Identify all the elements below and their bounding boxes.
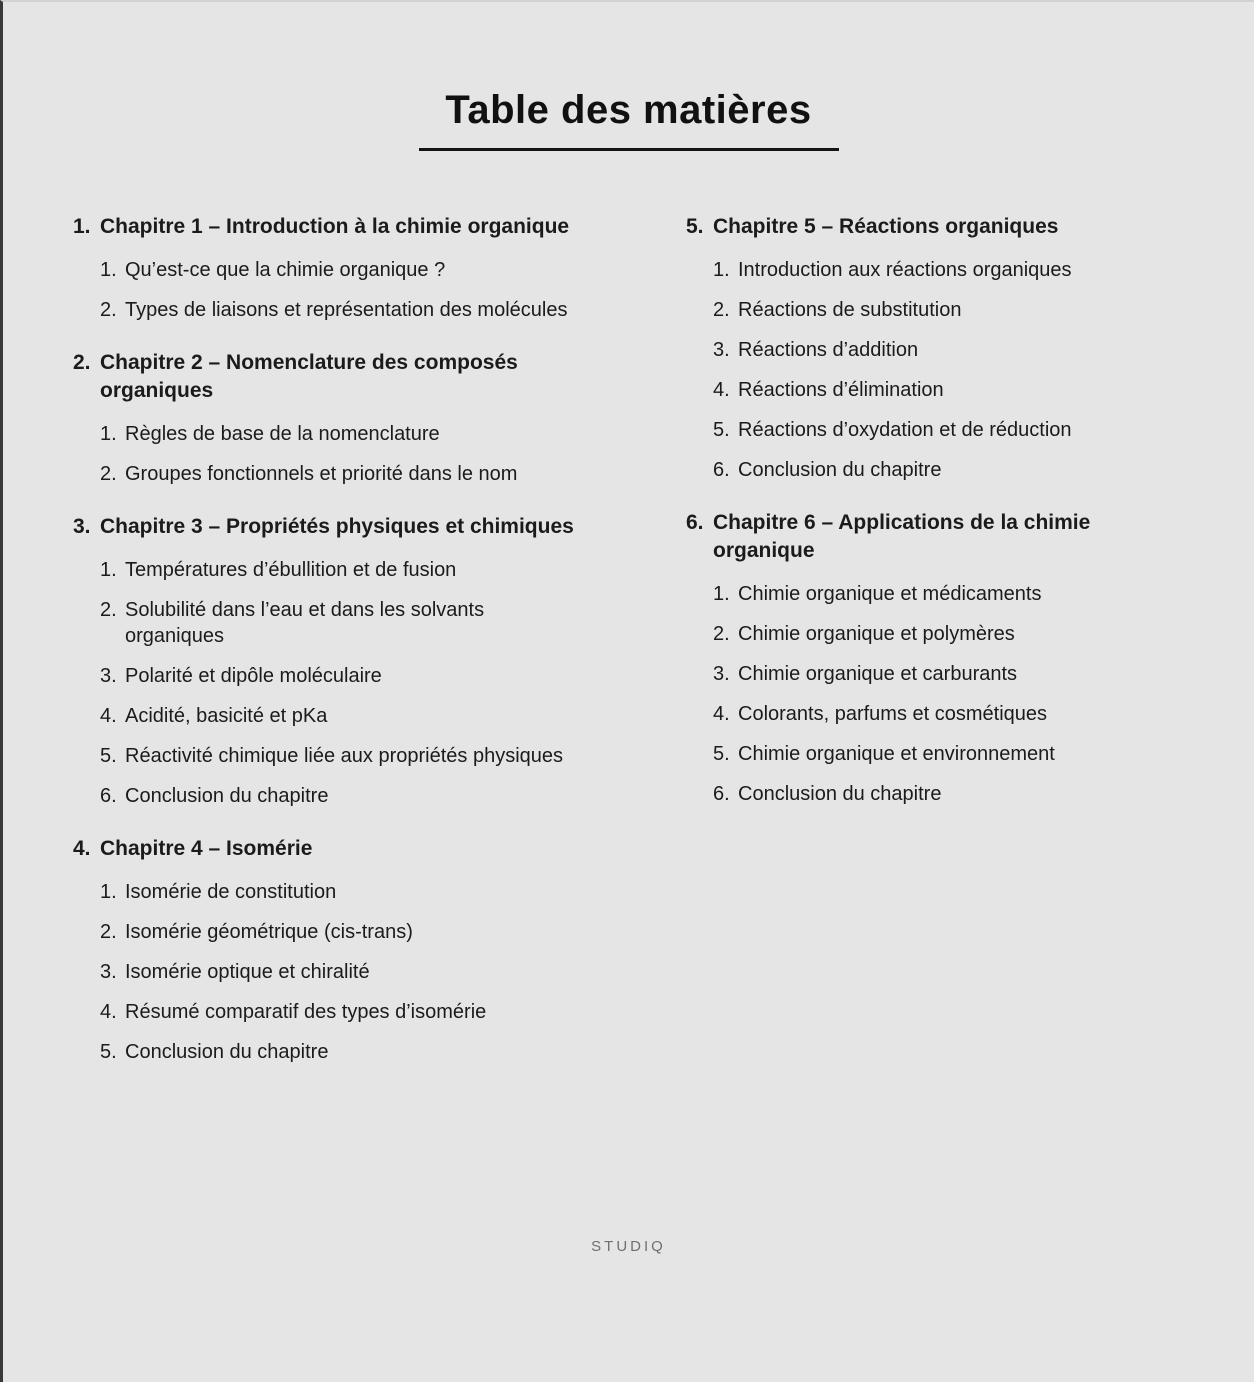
toc-item xyxy=(100,743,578,769)
toc-item xyxy=(100,783,578,809)
toc-item xyxy=(100,663,578,689)
toc-item-label: Isomérie géométrique (cis-trans) xyxy=(125,921,413,943)
toc-item xyxy=(713,417,1166,443)
toc-item-label: Isomérie optique et chiralité xyxy=(125,961,370,983)
toc-item xyxy=(100,421,578,447)
toc-item xyxy=(100,999,578,1025)
toc-item-number: 1. xyxy=(100,259,117,281)
toc-item-label: Introduction aux réactions organiques xyxy=(738,259,1072,281)
toc-item-number: 1. xyxy=(100,881,117,903)
chapter-title: Chapitre 1 – Introduction à la chimie organique xyxy=(100,215,570,238)
toc-item xyxy=(100,597,578,649)
toc-item xyxy=(100,919,578,945)
toc-item-number: 4. xyxy=(100,1001,117,1023)
toc-item-label: Résumé comparatif des types d’isomérie xyxy=(125,1001,487,1023)
toc-item xyxy=(713,741,1166,767)
toc-item-number: 4. xyxy=(713,379,730,401)
chapter-title: Chapitre 4 – Isomérie xyxy=(100,837,313,860)
toc-item-label: Qu’est-ce que la chimie organique ? xyxy=(125,259,446,281)
toc-item-number: 2. xyxy=(713,623,730,645)
toc-item-label: Colorants, parfums et cosmétiques xyxy=(738,703,1048,725)
toc-item-number: 3. xyxy=(713,339,730,361)
toc-column-left xyxy=(73,213,578,1091)
toc-item xyxy=(713,337,1166,363)
toc-item-label: Réactivité chimique liée aux propriétés physiques xyxy=(125,745,564,767)
chapter-entry xyxy=(73,513,578,809)
chapter-number: 4. xyxy=(73,837,91,860)
document-header xyxy=(3,88,1254,151)
chapter-number: 2. xyxy=(73,351,91,374)
toc-item-label: Réactions d’oxydation et de réduction xyxy=(738,419,1072,441)
toc-item-label: Conclusion du chapitre xyxy=(738,459,942,481)
toc-item-label: Réactions d’addition xyxy=(738,339,919,361)
toc-item xyxy=(713,701,1166,727)
toc-item-number: 5. xyxy=(100,745,117,767)
chapter-title: Chapitre 3 – Propriétés physiques et chimiques xyxy=(100,515,574,538)
chapter-number: 1. xyxy=(73,215,91,238)
table-of-contents xyxy=(73,213,1254,1091)
toc-item-number: 2. xyxy=(100,599,117,621)
chapter-entry xyxy=(73,835,578,1065)
toc-item xyxy=(100,297,578,323)
toc-item-number: 2. xyxy=(100,921,117,943)
toc-item-label: Types de liaisons et représentation des molécules xyxy=(125,299,568,321)
title-underline xyxy=(419,148,839,151)
toc-item xyxy=(100,959,578,985)
toc-item-label: Groupes fonctionnels et priorité dans le nom xyxy=(125,463,518,485)
toc-item-number: 2. xyxy=(713,299,730,321)
toc-item-number: 2. xyxy=(100,299,117,321)
toc-item-label: Règles de base de la nomenclature xyxy=(125,423,440,445)
chapter-heading xyxy=(73,835,578,863)
toc-item-label: Isomérie de constitution xyxy=(125,881,337,903)
toc-item-number: 5. xyxy=(100,1041,117,1063)
toc-item-number: 6. xyxy=(100,785,117,807)
toc-item-label: Polarité et dipôle moléculaire xyxy=(125,665,382,687)
toc-item xyxy=(713,257,1166,283)
toc-item-number: 6. xyxy=(713,459,730,481)
toc-item xyxy=(713,781,1166,807)
toc-item-number: 4. xyxy=(100,705,117,727)
toc-item-number: 5. xyxy=(713,743,730,765)
chapter-entry xyxy=(686,213,1166,483)
toc-item xyxy=(713,581,1166,607)
chapter-title: Chapitre 6 – Applications de la chimie organique xyxy=(713,511,1091,562)
toc-item xyxy=(713,661,1166,687)
toc-item-number: 5. xyxy=(713,419,730,441)
toc-item-number: 4. xyxy=(713,703,730,725)
chapter-entry xyxy=(686,509,1166,807)
chapter-entry xyxy=(73,213,578,323)
chapter-entry xyxy=(73,349,578,487)
chapter-number: 5. xyxy=(686,215,704,238)
toc-item-number: 6. xyxy=(713,783,730,805)
chapter-title: Chapitre 5 – Réactions organiques xyxy=(713,215,1059,238)
chapter-heading xyxy=(686,509,1166,565)
page-title: Table des matières xyxy=(445,88,812,132)
chapter-number: 3. xyxy=(73,515,91,538)
toc-item-label: Conclusion du chapitre xyxy=(738,783,942,805)
toc-item-label: Températures d’ébullition et de fusion xyxy=(125,559,457,581)
toc-item xyxy=(100,557,578,583)
toc-item-number: 1. xyxy=(100,559,117,581)
chapter-number: 6. xyxy=(686,511,704,534)
toc-item-label: Chimie organique et polymères xyxy=(738,623,1015,645)
chapter-heading xyxy=(73,213,578,241)
toc-item xyxy=(100,461,578,487)
toc-column-right xyxy=(686,213,1166,1091)
toc-item-label: Chimie organique et médicaments xyxy=(738,583,1042,605)
toc-item-number: 2. xyxy=(100,463,117,485)
toc-item-label: Chimie organique et environnement xyxy=(738,743,1055,765)
chapter-heading xyxy=(73,513,578,541)
toc-item xyxy=(100,257,578,283)
chapter-title: Chapitre 2 – Nomenclature des composés organiques xyxy=(100,351,518,402)
toc-item-number: 1. xyxy=(713,583,730,605)
toc-item-label: Conclusion du chapitre xyxy=(125,785,329,807)
toc-item-number: 3. xyxy=(100,961,117,983)
toc-item xyxy=(713,621,1166,647)
toc-item-label: Réactions d’élimination xyxy=(738,379,944,401)
toc-item xyxy=(713,377,1166,403)
toc-item xyxy=(100,703,578,729)
toc-item-label: Conclusion du chapitre xyxy=(125,1041,329,1063)
toc-item-number: 3. xyxy=(713,663,730,685)
toc-item xyxy=(713,297,1166,323)
toc-item-number: 3. xyxy=(100,665,117,687)
toc-item xyxy=(100,879,578,905)
chapter-heading xyxy=(686,213,1166,241)
toc-item-label: Chimie organique et carburants xyxy=(738,663,1018,685)
toc-item xyxy=(713,457,1166,483)
toc-item-label: Acidité, basicité et pKa xyxy=(125,705,328,727)
toc-item-label: Réactions de substitution xyxy=(738,299,962,321)
toc-item-number: 1. xyxy=(713,259,730,281)
footer-brand: STUDIQ xyxy=(591,1238,666,1255)
toc-item xyxy=(100,1039,578,1065)
chapter-heading xyxy=(73,349,578,405)
toc-item-number: 1. xyxy=(100,423,117,445)
toc-item-label: Solubilité dans l’eau et dans les solvants organiques xyxy=(125,599,485,647)
